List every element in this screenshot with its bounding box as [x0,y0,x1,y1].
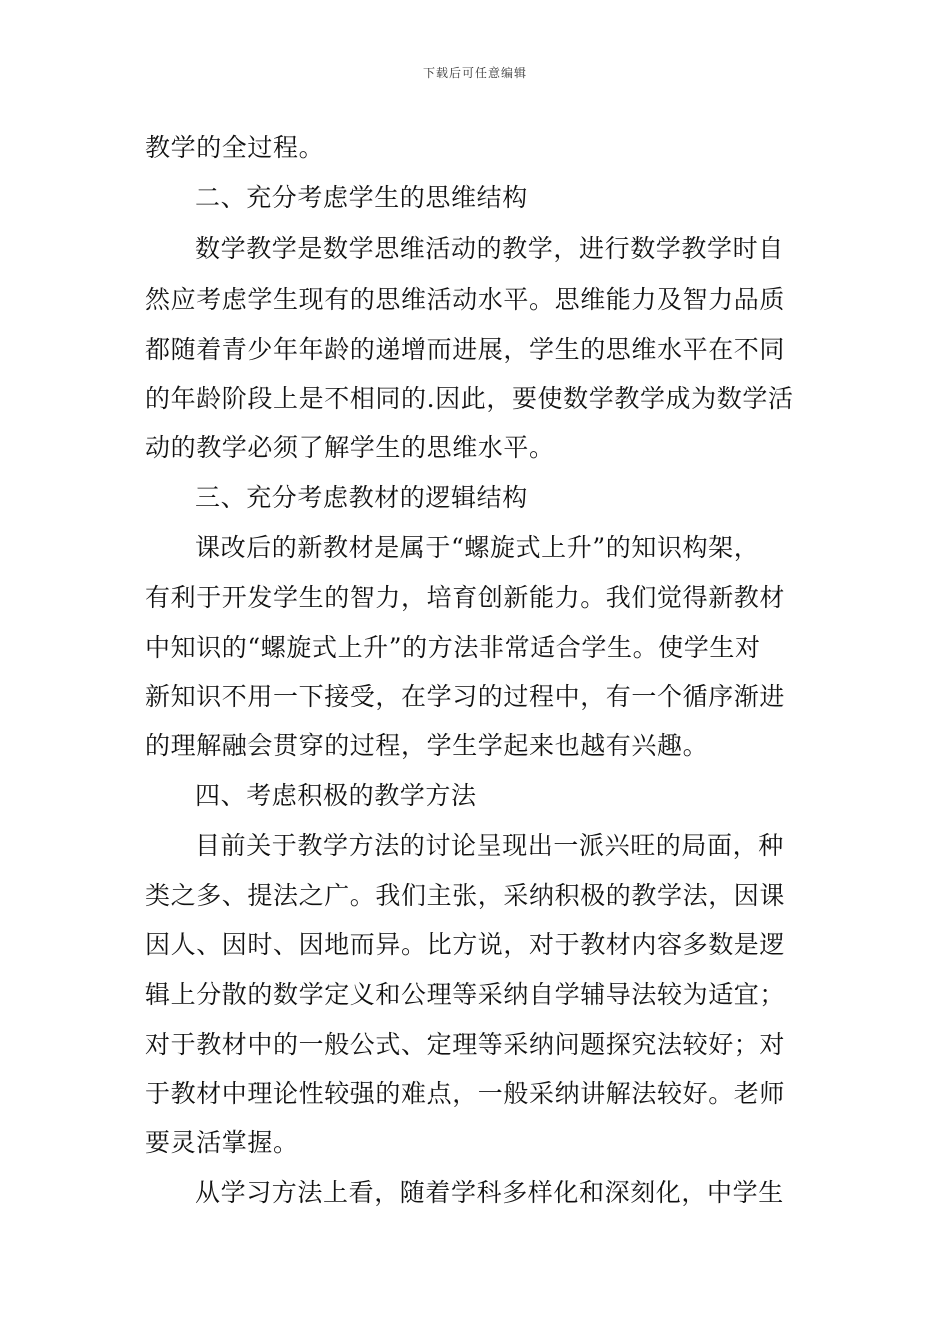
body-line: 中知识的“螺旋式上升”的方法非常适合学生。使学生对 [145,633,761,662]
body-line: 课改后的新教材是属于“螺旋式上升”的知识构架， [195,533,760,562]
body-line: 目前关于教学方法的讨论呈现出一派兴旺的局面，种 [195,831,784,860]
section-heading: 四、考虑积极的教学方法 [195,781,477,810]
body-line: 的理解融会贯穿的过程，学生学起来也越有兴趣。 [145,731,709,760]
body-line: 都随着青少年年龄的递增而进展，学生的思维水平在不同 [145,335,786,364]
body-line: 有利于开发学生的智力，培育创新能力。我们觉得新教材 [145,583,786,612]
section-heading: 三、充分考虑教材的逻辑结构 [195,483,528,512]
body-line: 类之多、提法之广。我们主张，采纳积极的教学法，因课 [145,881,786,910]
body-line: 对于教材中的一般公式、定理等采纳问题探究法较好；对 [145,1030,786,1059]
body-line: 动的教学必须了解学生的思维水平。 [145,433,555,462]
body-line: 数学教学是数学思维活动的教学，进行数学教学时自 [195,234,784,263]
body-line: 教学的全过程。 [145,133,325,162]
body-line: 的年龄阶段上是不相同的.因此，要使数学教学成为数学活 [145,384,794,413]
body-line: 要灵活掌握。 [145,1128,299,1157]
body-line: 从学习方法上看，随着学科多样化和深刻化，中学生 [195,1178,784,1207]
body-line: 然应考虑学生现有的思维活动水平。思维能力及智力品质 [145,285,786,314]
body-line: 因人、因时、因地而异。比方说，对于教材内容多数是逻 [145,930,786,959]
body-line: 新知识不用一下接受，在学习的过程中，有一个循序渐进 [145,682,786,711]
body-line: 辑上分散的数学定义和公理等采纳自学辅导法较为适宜； [145,980,786,1009]
body-line: 于教材中理论性较强的难点，一般采纳讲解法较好。老师 [145,1079,786,1108]
page-header: 下载后可任意编辑 [422,66,527,80]
section-heading: 二、充分考虑学生的思维结构 [195,183,528,212]
